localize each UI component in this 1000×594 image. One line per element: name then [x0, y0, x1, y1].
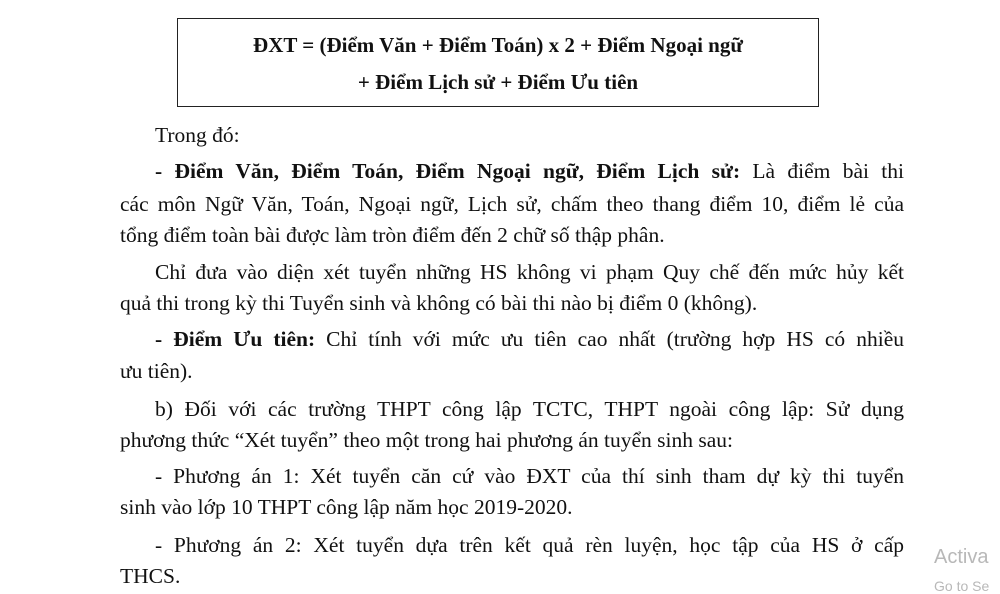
paragraph-b-line-1: b) Đối với các trường THPT công lập TCTC, THPT ngoài công lập: Sử dụng [155, 397, 904, 421]
formula-line-1: ĐXT = (Điểm Văn + Điểm Toán) x 2 + Điểm Ngoại ngữ [253, 33, 743, 57]
paragraph-uu-tien-line-1 [120, 326, 904, 352]
formula-line-2: + Điểm Lịch sử + Điểm Ưu tiên [357, 70, 639, 94]
paragraph-phuong-an-1-line-1: - Phương án 1: Xét tuyển căn cứ vào ĐXT của thí sinh tham dự kỳ thi tuyển [155, 464, 904, 488]
uu-tien-heading: - Điểm Ưu tiên: [155, 327, 316, 351]
paragraph-dien-xet-line-2: quả thi trong kỳ thi Tuyển sinh và không có bài thi nào bị điểm 0 (không). [120, 291, 758, 315]
diem-mon-text: Là điểm bài thi [740, 159, 904, 183]
diem-mon-heading: - Điểm Văn, Điểm Toán, Điểm Ngoại ngữ, Điểm Lịch sử: [155, 159, 741, 183]
paragraph-phuong-an-1-line-2: sinh vào lớp 10 THPT công lập năm học 2019-2020. [120, 495, 573, 519]
watermark-line-1: Activa [934, 546, 989, 568]
paragraph-b-line-2: phương thức “Xét tuyển” theo một trong hai phương án tuyển sinh sau: [120, 428, 734, 452]
uu-tien-text: Chỉ tính với mức ưu tiên cao nhất (trường hợp HS có nhiều [315, 327, 904, 351]
paragraph-phuong-an-2-line-2: THCS. [120, 564, 181, 588]
paragraph-phuong-an-2-line-1: - Phương án 2: Xét tuyển dựa trên kết quả rèn luyện, học tập của HS ở cấp [155, 533, 904, 557]
formula-box [177, 18, 819, 107]
paragraph-dien-xet-line-1: Chỉ đưa vào diện xét tuyển những HS không vi phạm Quy chế đến mức hủy kết [155, 260, 904, 284]
paragraph-uu-tien-line-2: ưu tiên). [120, 359, 193, 383]
trong-do-label: Trong đó: [155, 123, 240, 147]
paragraph-diem-mon-line-3: tổng điểm toàn bài được làm tròn điểm đến 2 chữ số thập phân. [120, 223, 665, 247]
activation-watermark [934, 546, 989, 594]
paragraph-diem-mon-line-1 [120, 158, 904, 184]
watermark-line-2: Go to Se [934, 578, 990, 594]
paragraph-diem-mon-line-2: các môn Ngữ Văn, Toán, Ngoại ngữ, Lịch sử, chấm theo thang điểm 10, điểm lẻ của [120, 192, 904, 216]
